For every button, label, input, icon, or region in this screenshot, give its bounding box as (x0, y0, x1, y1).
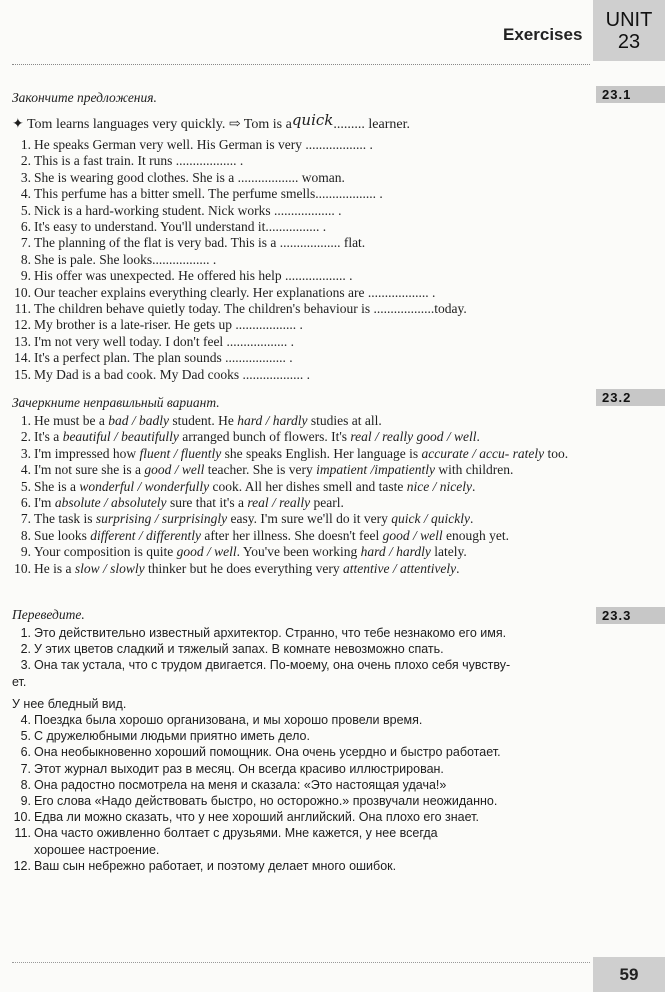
item-text: I'm impressed how (34, 445, 140, 461)
item-number: 9. (20, 794, 31, 809)
example-tail: ......... learner. (333, 117, 410, 132)
exercise-item (12, 186, 467, 202)
item-text: Она необыкновенно хороший помощник. Она очень усердно и быстро работает. (34, 745, 501, 760)
exercise-item (12, 301, 467, 317)
exercise-item (12, 657, 510, 673)
choice-option: wonderful / wonderfully (79, 478, 210, 494)
exercise-item (12, 761, 510, 777)
exercise-item (12, 462, 604, 478)
item-number: 5. (20, 202, 31, 218)
item-text: with children. (435, 462, 514, 478)
section-badge-23-2: 23.2 (596, 389, 665, 406)
exercise-item (12, 203, 467, 219)
item-text: This perfume has a bitter smell. The perfume smells.................. . (34, 186, 383, 202)
item-number: 2. (20, 429, 31, 445)
item-text: С дружелюбными людьми приятно иметь дело. (34, 729, 310, 744)
page-header-title: Exercises (503, 25, 583, 44)
item-text: The children behave quietly today. The children's behaviour is ..................today. (34, 301, 467, 317)
choice-option: attentive / attentively (342, 560, 457, 576)
item-text: lately. (430, 544, 467, 560)
item-number: 15. (14, 366, 31, 382)
unit-number: 23 (617, 31, 641, 53)
choice-option: hard / hardly (360, 544, 431, 560)
exercise-item (12, 170, 467, 186)
item-number: 11. (14, 826, 31, 841)
item-text: student. He (168, 413, 238, 428)
exercise-item (12, 446, 604, 462)
exercise-item (12, 285, 467, 301)
item-number: 9. (20, 544, 31, 560)
section-instruction-23-2: Зачеркните неправильный вариант. (12, 395, 220, 410)
item-text: she speaks English. Her language is (221, 445, 422, 461)
item-text: Ваш сын небрежно работает, и поэтому делает много ошибок. (34, 858, 397, 873)
exercise-item (12, 825, 510, 841)
item-number: 12. (13, 858, 31, 873)
exercise-item (12, 809, 510, 825)
example-answer: quick (291, 111, 334, 129)
item-number: 13. (14, 333, 31, 349)
item-number: 6. (20, 745, 31, 760)
item-number: 3. (20, 169, 31, 185)
item-text: arranged bunch of flowers. It's (178, 429, 351, 445)
item-text: Этот журнал выходит раз в месяц. Он всегда красиво иллюстрирован. (34, 761, 444, 776)
item-text: I'm (34, 495, 55, 511)
item-text: This is a fast train. It runs .................. . (34, 153, 244, 169)
exercise-item (12, 413, 604, 429)
item-text: Его слова «Надо действовать быстро, но осторожно.» прозвучали неожиданно. (34, 794, 498, 809)
exercise-item (12, 544, 604, 560)
section-instruction-23-1: Закончите предложения. (12, 90, 157, 105)
exercise-item (12, 334, 467, 350)
item-text: Your composition is quite (34, 544, 177, 560)
item-number: 1. (20, 626, 31, 640)
exercise-item (12, 712, 510, 728)
choice-option: real / really (247, 495, 311, 511)
item-text: Она часто оживленно болтает с друзьями. Мне кажется, у нее всегда (34, 826, 438, 841)
item-text: She is a (34, 478, 80, 494)
item-text: after her illness. She doesn't feel (201, 527, 383, 543)
item-text: My Dad is a bad cook. My Dad cooks .................. . (34, 366, 310, 382)
header-divider (12, 64, 590, 65)
exercise-item (12, 777, 510, 793)
exercise-item (12, 235, 467, 251)
choice-option: good / well (382, 527, 443, 543)
choice-option: fluent / fluently (139, 445, 222, 461)
item-number: 3. (20, 658, 31, 673)
exercise-item (12, 153, 467, 169)
item-text: Поездка была хорошо организована, и мы хорошо провели время. (34, 713, 423, 728)
choice-option: quick / quickly (391, 511, 470, 527)
exercise-list-23-3 (12, 625, 510, 874)
choice-option: surprising / surprisingly (95, 511, 228, 527)
exercise-item (12, 268, 467, 284)
item-number: 14. (14, 350, 31, 366)
item-text: Our teacher explains everything clearly. Her explanations are .................. . (34, 284, 436, 300)
example-marker-icon: ✦ (12, 117, 24, 132)
item-number: 5. (20, 729, 31, 744)
item-text: cook. All her dishes smell and taste (209, 478, 407, 494)
example-prompt: Tom learns languages very quickly. ⇨ Tom is a (23, 117, 292, 132)
exercise-item (12, 793, 510, 809)
choice-option: beautiful / beautifully (62, 429, 179, 445)
choice-option: slow / slowly (74, 560, 145, 576)
item-text: . (456, 560, 460, 576)
item-number: 12. (14, 317, 31, 333)
item-number: 6. (20, 495, 31, 511)
item-text: Sue looks (34, 527, 91, 543)
exercise-item (12, 495, 604, 511)
exercise-item (12, 858, 510, 874)
item-text: easy. I'm sure we'll do it very (227, 511, 392, 527)
choice-option: absolute / absolutely (54, 495, 167, 511)
item-text: She is pale. She looks................. . (34, 251, 217, 267)
item-text: У этих цветов сладкий и тяжелый запах. В комнате невозможно спать. (34, 642, 444, 657)
exercise-item (12, 528, 604, 544)
item-text: The task is (34, 511, 96, 527)
item-text: too. (544, 445, 569, 461)
item-number: 4. (20, 462, 31, 478)
section-badge-23-1: 23.1 (596, 86, 665, 103)
item-text: She is wearing good clothes. She is a .................. woman. (34, 169, 345, 185)
item-text: . (469, 511, 474, 527)
item-text: It's a (34, 429, 63, 445)
item-number: 8. (20, 527, 31, 543)
item-continuation: ет. (12, 674, 27, 689)
exercise-list-23-2 (12, 413, 604, 577)
item-text: studies at all. (307, 413, 382, 428)
item-number: 1. (20, 137, 31, 152)
item-number: 8. (20, 251, 31, 267)
exercise-item (12, 561, 604, 577)
item-number: 2. (20, 642, 31, 657)
section-badge-23-3: 23.3 (596, 607, 665, 624)
item-number: 8. (20, 777, 31, 792)
item-number: 5. (20, 478, 31, 494)
exercise-item (12, 728, 510, 744)
item-continuation: У нее бледный вид. (12, 696, 127, 711)
item-text: . You've been working (236, 544, 361, 560)
item-text: He must be a (34, 413, 109, 428)
section-instruction-23-3: Переведите. (12, 607, 85, 622)
item-text: Она так устала, что с трудом двигается. По-моему, она очень плохо себя чувству- (34, 658, 511, 673)
item-number: 11. (14, 301, 31, 317)
item-number: 10. (14, 560, 31, 576)
item-number: 7. (20, 511, 31, 527)
item-text: Едва ли можно сказать, что у нее хороший английский. Она плохо его знает. (34, 810, 479, 825)
item-number: 1. (20, 413, 31, 428)
item-text: It's easy to understand. You'll understand it................ . (34, 219, 327, 235)
exercise-list-23-1 (12, 137, 467, 383)
item-number: 7. (20, 761, 31, 776)
item-text: He speaks German very well. His German is very .................. . (34, 137, 373, 152)
item-text: Она радостно посмотрела на меня и сказала: «Это настоящая удача!» (34, 777, 447, 792)
item-text: The planning of the flat is very bad. This is a .................. flat. (34, 235, 366, 251)
exercise-item (12, 641, 510, 657)
unit-badge (593, 0, 665, 61)
item-number: 4. (20, 186, 31, 202)
item-text: sure that it's a (166, 495, 248, 511)
exercise-item (12, 744, 510, 760)
choice-option: nice / nicely (406, 478, 472, 494)
choice-option: real / really good / well (350, 429, 477, 445)
unit-label: UNIT (605, 9, 653, 31)
item-number: 7. (20, 235, 31, 251)
item-text: I'm not very well today. I don't feel .................. . (34, 333, 295, 349)
exercise-item (12, 367, 467, 383)
item-text: It's a perfect plan. The plan sounds .................. . (34, 350, 293, 366)
choice-option: hard / hardly (237, 413, 308, 428)
item-continuation: хорошее настроение. (34, 842, 160, 857)
item-text: teacher. She is very (204, 462, 317, 478)
item-number: 4. (20, 713, 31, 728)
item-number: 10. (13, 810, 31, 825)
exercise-item (12, 479, 604, 495)
choice-option: impatient /impatiently (316, 462, 435, 478)
exercise-item (12, 350, 467, 366)
exercise-item (12, 429, 604, 445)
item-text: thinker but he does everything very (144, 560, 343, 576)
choice-option: different / differently (90, 527, 201, 543)
exercise-item (12, 219, 467, 235)
item-text: His offer was unexpected. He offered his help .................. . (34, 268, 353, 284)
item-text: pearl. (310, 495, 344, 511)
item-number: 3. (20, 445, 31, 461)
choice-option: good / well (144, 462, 205, 478)
item-number: 6. (20, 219, 31, 235)
choice-option: bad / badly (108, 413, 169, 428)
item-number: 9. (20, 268, 31, 284)
item-number: 10. (14, 284, 31, 300)
example-sentence (12, 111, 410, 133)
exercise-item (12, 625, 510, 641)
exercise-item (12, 137, 467, 153)
page-number: 59 (593, 957, 665, 992)
exercise-item (12, 511, 604, 527)
item-number: 2. (20, 153, 31, 169)
item-text: Это действительно известный архитектор. Странно, что тебе незнакомо его имя. (34, 626, 507, 640)
exercise-item (12, 252, 467, 268)
item-text: I'm not sure she is a (34, 462, 145, 478)
item-text: enough yet. (442, 527, 509, 543)
footer-divider (12, 962, 590, 963)
item-text: . (476, 429, 480, 445)
item-text: My brother is a late-riser. He gets up .................. . (34, 317, 303, 333)
item-text: Nick is a hard-working student. Nick works .................. . (34, 202, 342, 218)
choice-option: good / well (176, 544, 237, 560)
item-text: . (471, 478, 476, 494)
exercise-item (12, 317, 467, 333)
item-text: He is a (34, 560, 75, 576)
choice-option: accurate / accu- rately (421, 445, 545, 461)
